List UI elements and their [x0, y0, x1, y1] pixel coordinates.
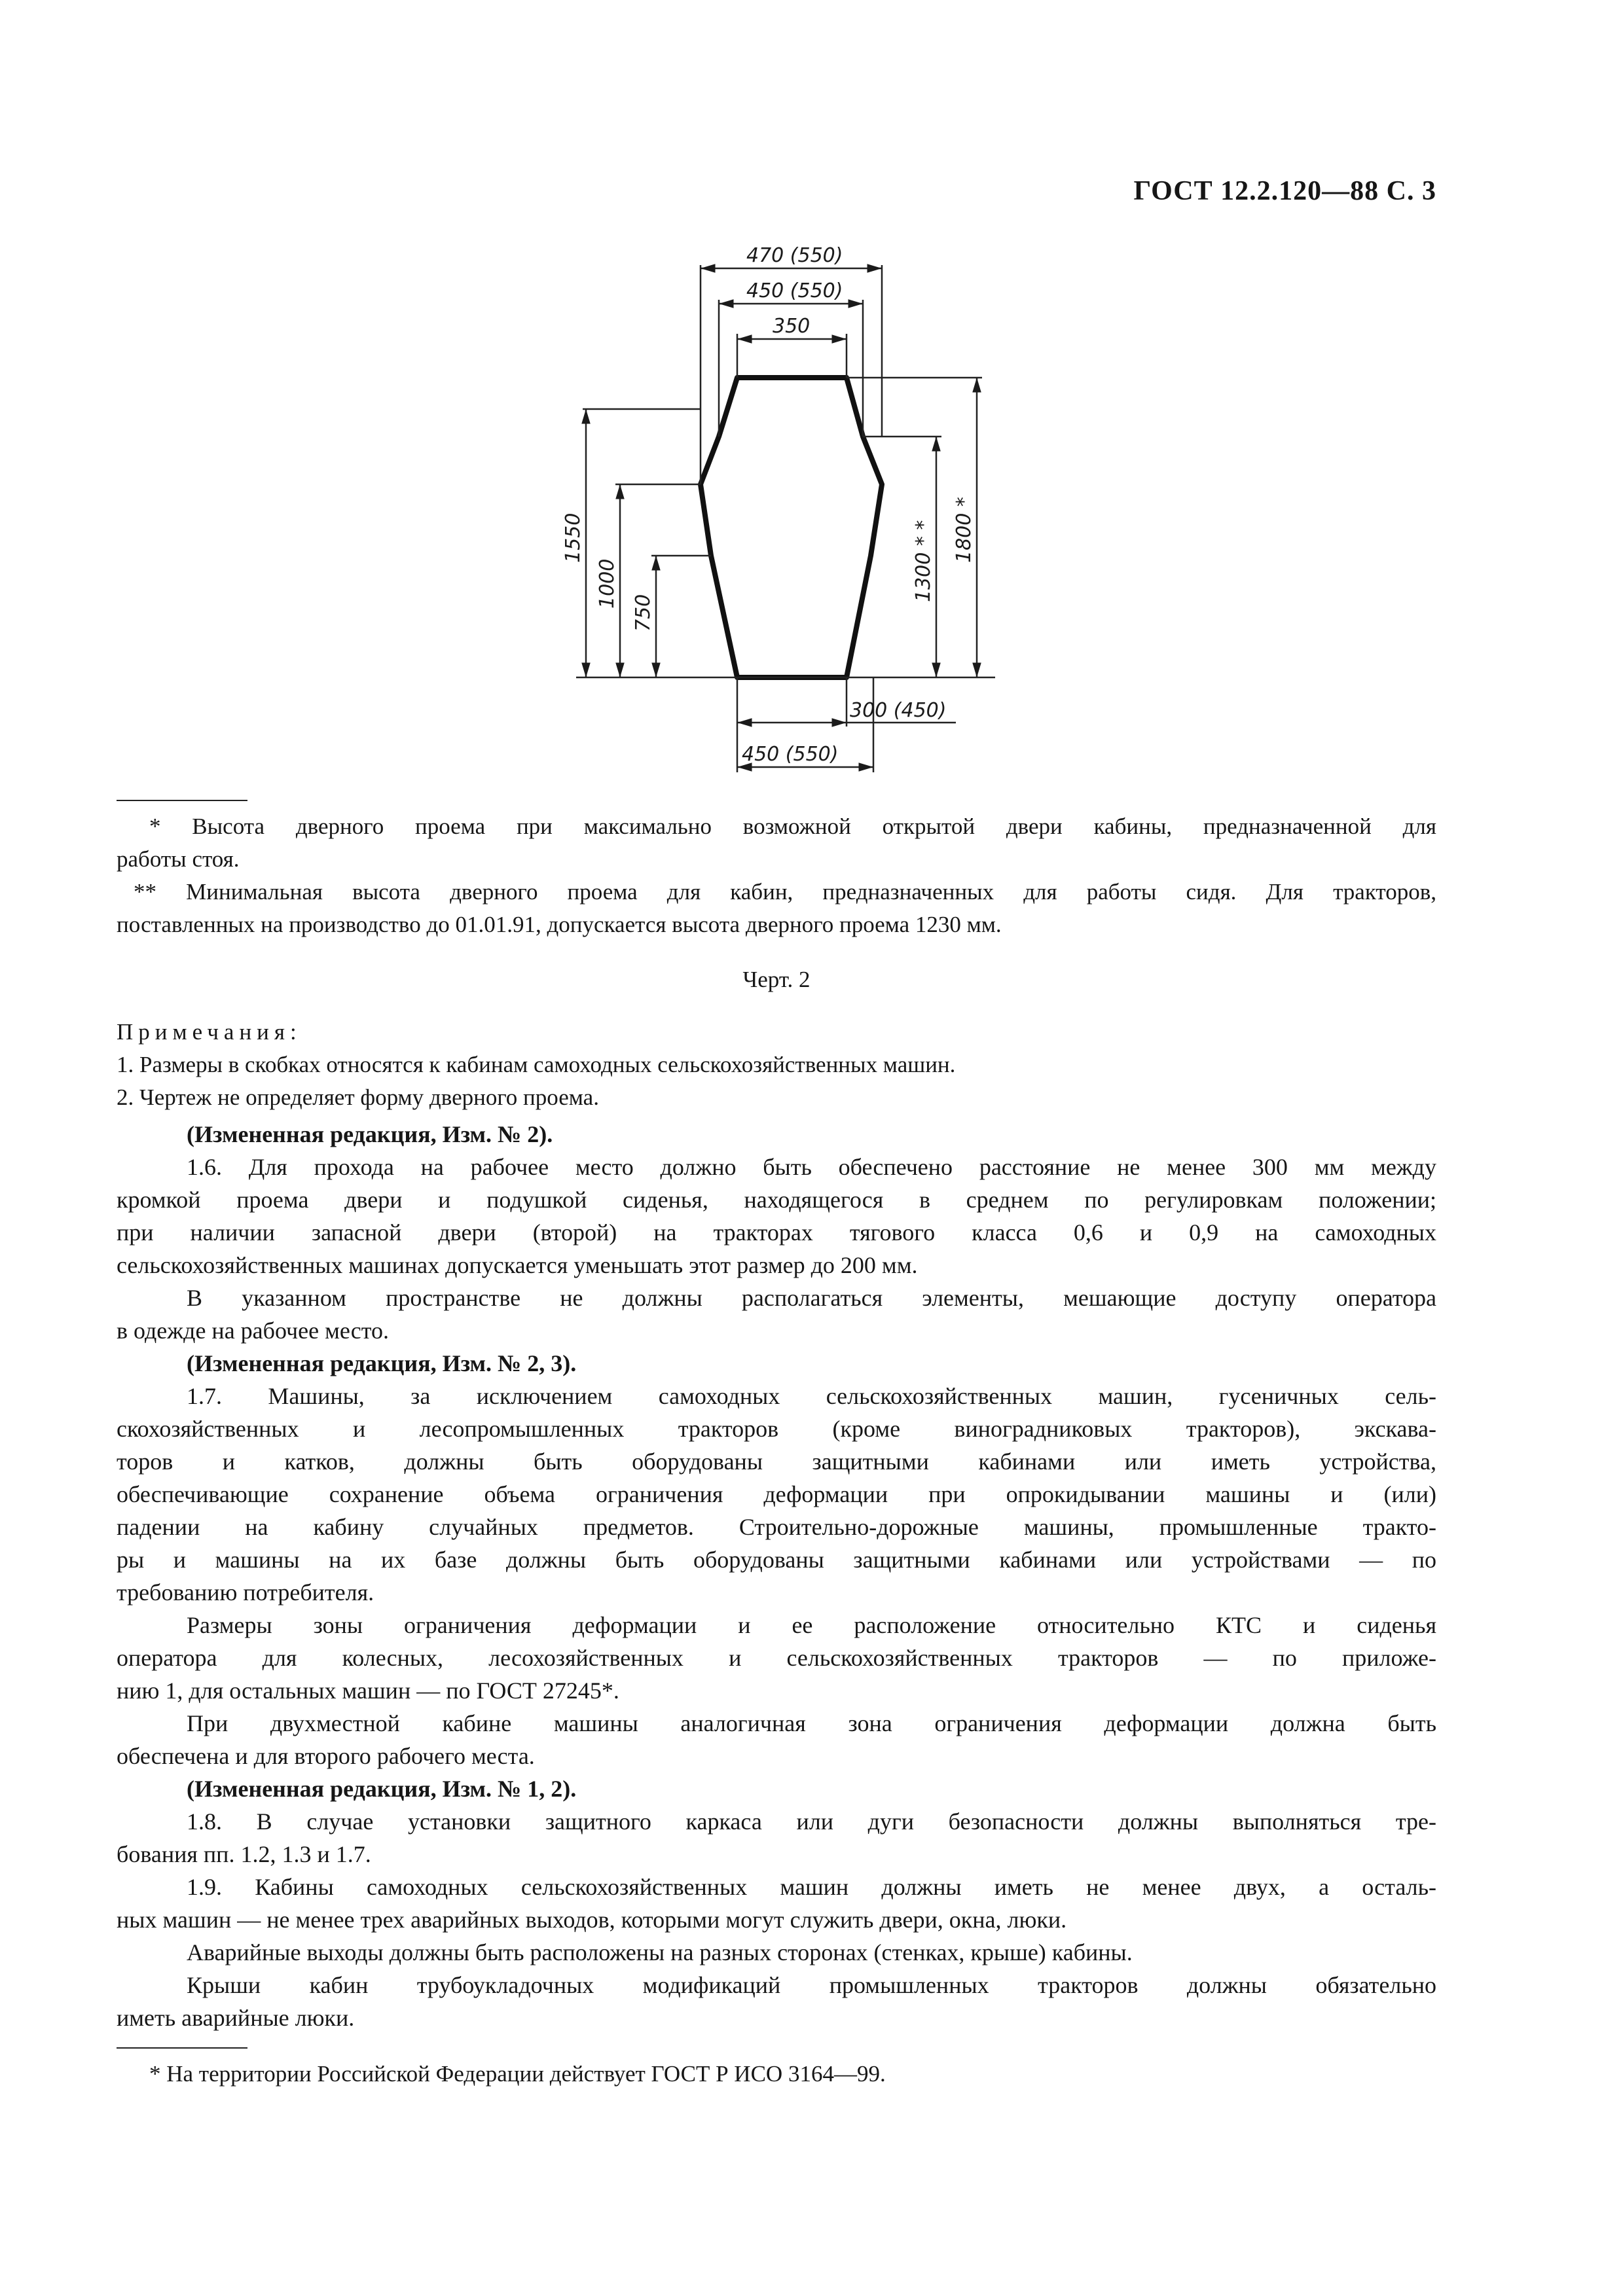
para-line: При двухместной кабине машины аналогичная зона ограничения деформации должна быть	[187, 1710, 1436, 1736]
para-line: Аварийные выходы должны быть расположены на разных сторонах (стенках, крыше) кабины.	[187, 1939, 1133, 1965]
edit-note: (Измененная редакция, Изм. № 2).	[187, 1121, 553, 1147]
body-text	[117, 1118, 1436, 2034]
dim-1800: 1800 *	[953, 497, 976, 563]
dim-top-outer: 470 (550)	[746, 244, 843, 267]
figure-caption: Черт. 2	[742, 967, 811, 992]
para-line: иметь аварийные люки.	[117, 2005, 355, 2031]
note-item: 1. Размеры в скобках относятся к кабинам самоходных сельскохозяйственных машин.	[117, 1052, 956, 1077]
para-line: Крыши кабин трубоукладочных модификаций промышленных тракторов должны обязательно	[187, 1972, 1436, 1998]
dim-bottom-outer: 450 (550)	[742, 743, 839, 766]
para-line: падении на кабину случайных предметов. Строительно-дорожные машины, промышленные тракто-	[117, 1514, 1436, 1540]
notes	[117, 1016, 1436, 1114]
para-line: оператора для колесных, лесохозяйственных и сельскохозяйственных тракторов — по приложе-	[117, 1645, 1436, 1671]
dim-750: 750	[632, 594, 655, 632]
para-line: ных машин — не менее трех аварийных выходов, которыми могут служить двери, окна, люки.	[117, 1907, 1067, 1933]
footnote-line: поставленных на производство до 01.01.91, допускается высота дверного проема 1230 мм.	[117, 912, 1002, 937]
dim-1000: 1000	[596, 558, 619, 609]
door-outline	[701, 378, 882, 677]
para-line: при наличии запасной двери (второй) на тракторах тягового класса 0,6 и 0,9 на самоходных	[117, 1219, 1436, 1246]
footnote-line: работы стоя.	[117, 846, 240, 872]
footnote-divider	[117, 2047, 247, 2049]
para-line: 1.9. Кабины самоходных сельскохозяйственных машин должны иметь не менее двух, а осталь-	[187, 1874, 1436, 1900]
para-line: кромкой проема двери и подушкой сиденья, находящегося в среднем по регулировкам положении;	[117, 1187, 1436, 1213]
para-line: в одежде на рабочее место.	[117, 1318, 389, 1344]
footnote-line: * Высота дверного проема при максимально возможной открытой двери кабины, предназначенной для	[149, 814, 1436, 839]
edit-note: (Измененная редакция, Изм. № 2, 3).	[187, 1350, 577, 1376]
para-line: торов и катков, должны быть оборудованы защитными кабинами или иметь устройства,	[117, 1448, 1436, 1475]
dim-1300: 1300 * *	[912, 520, 935, 602]
para-line: 1.8. В случае установки защитного каркаса или дуги безопасности должны выполняться тре-	[187, 1808, 1436, 1835]
dim-bottom-inner: 300 (450)	[850, 699, 947, 722]
para-line: сельскохозяйственных машинах допускается уменьшать этот размер до 200 мм.	[117, 1252, 918, 1278]
note-item: 2. Чертеж не определяет форму дверного проема.	[117, 1085, 599, 1110]
para-line: 1.6. Для прохода на рабочее место должно быть обеспечено расстояние не менее 300 мм между	[187, 1154, 1436, 1180]
door-opening-drawing	[511, 223, 1048, 785]
dim-1550: 1550	[562, 512, 585, 563]
para-line: обеспечивающие сохранение объема ограничения деформации при опрокидывании машины и (или)	[117, 1481, 1436, 1507]
para-line: Размеры зоны ограничения деформации и ее расположение относительно КТС и сиденья	[187, 1612, 1436, 1638]
footnote-line: ** Минимальная высота дверного проема для кабин, предназначенных для работы сидя. Для тракторов,	[134, 879, 1436, 905]
edit-note: (Измененная редакция, Изм. № 1, 2).	[187, 1776, 577, 1802]
dim-top-mid: 450 (550)	[746, 279, 843, 302]
para-line: скохозяйственных и лесопромышленных тракторов (кроме виноградниковых тракторов), экскава-	[117, 1416, 1436, 1442]
para-line: требованию потребителя.	[117, 1579, 374, 1605]
footnote-bottom	[117, 2058, 1436, 2090]
page-header: ГОСТ 12.2.120—88 С. 3	[1133, 176, 1436, 206]
para-line: В указанном пространстве не должны располагаться элементы, мешающие доступу оператора	[187, 1285, 1436, 1311]
para-line: нию 1, для остальных машин — по ГОСТ 27245*.	[117, 1677, 619, 1704]
footnotes-top	[117, 810, 1436, 941]
para-line: 1.7. Машины, за исключением самоходных сельскохозяйственных машин, гусеничных сель-	[187, 1383, 1436, 1409]
footnote-divider	[117, 800, 247, 801]
para-line: ры и машины на их базе должны быть оборудованы защитными кабинами или устройствами — по	[117, 1547, 1436, 1573]
para-line: обеспечена и для второго рабочего места.	[117, 1743, 535, 1769]
dim-top-inner: 350	[773, 315, 811, 338]
notes-heading: Примечания:	[117, 1019, 302, 1045]
footnote-line: * На территории Российской Федерации действует ГОСТ Р ИСО 3164—99.	[149, 2061, 886, 2087]
para-line: бования пп. 1.2, 1.3 и 1.7.	[117, 1841, 371, 1867]
